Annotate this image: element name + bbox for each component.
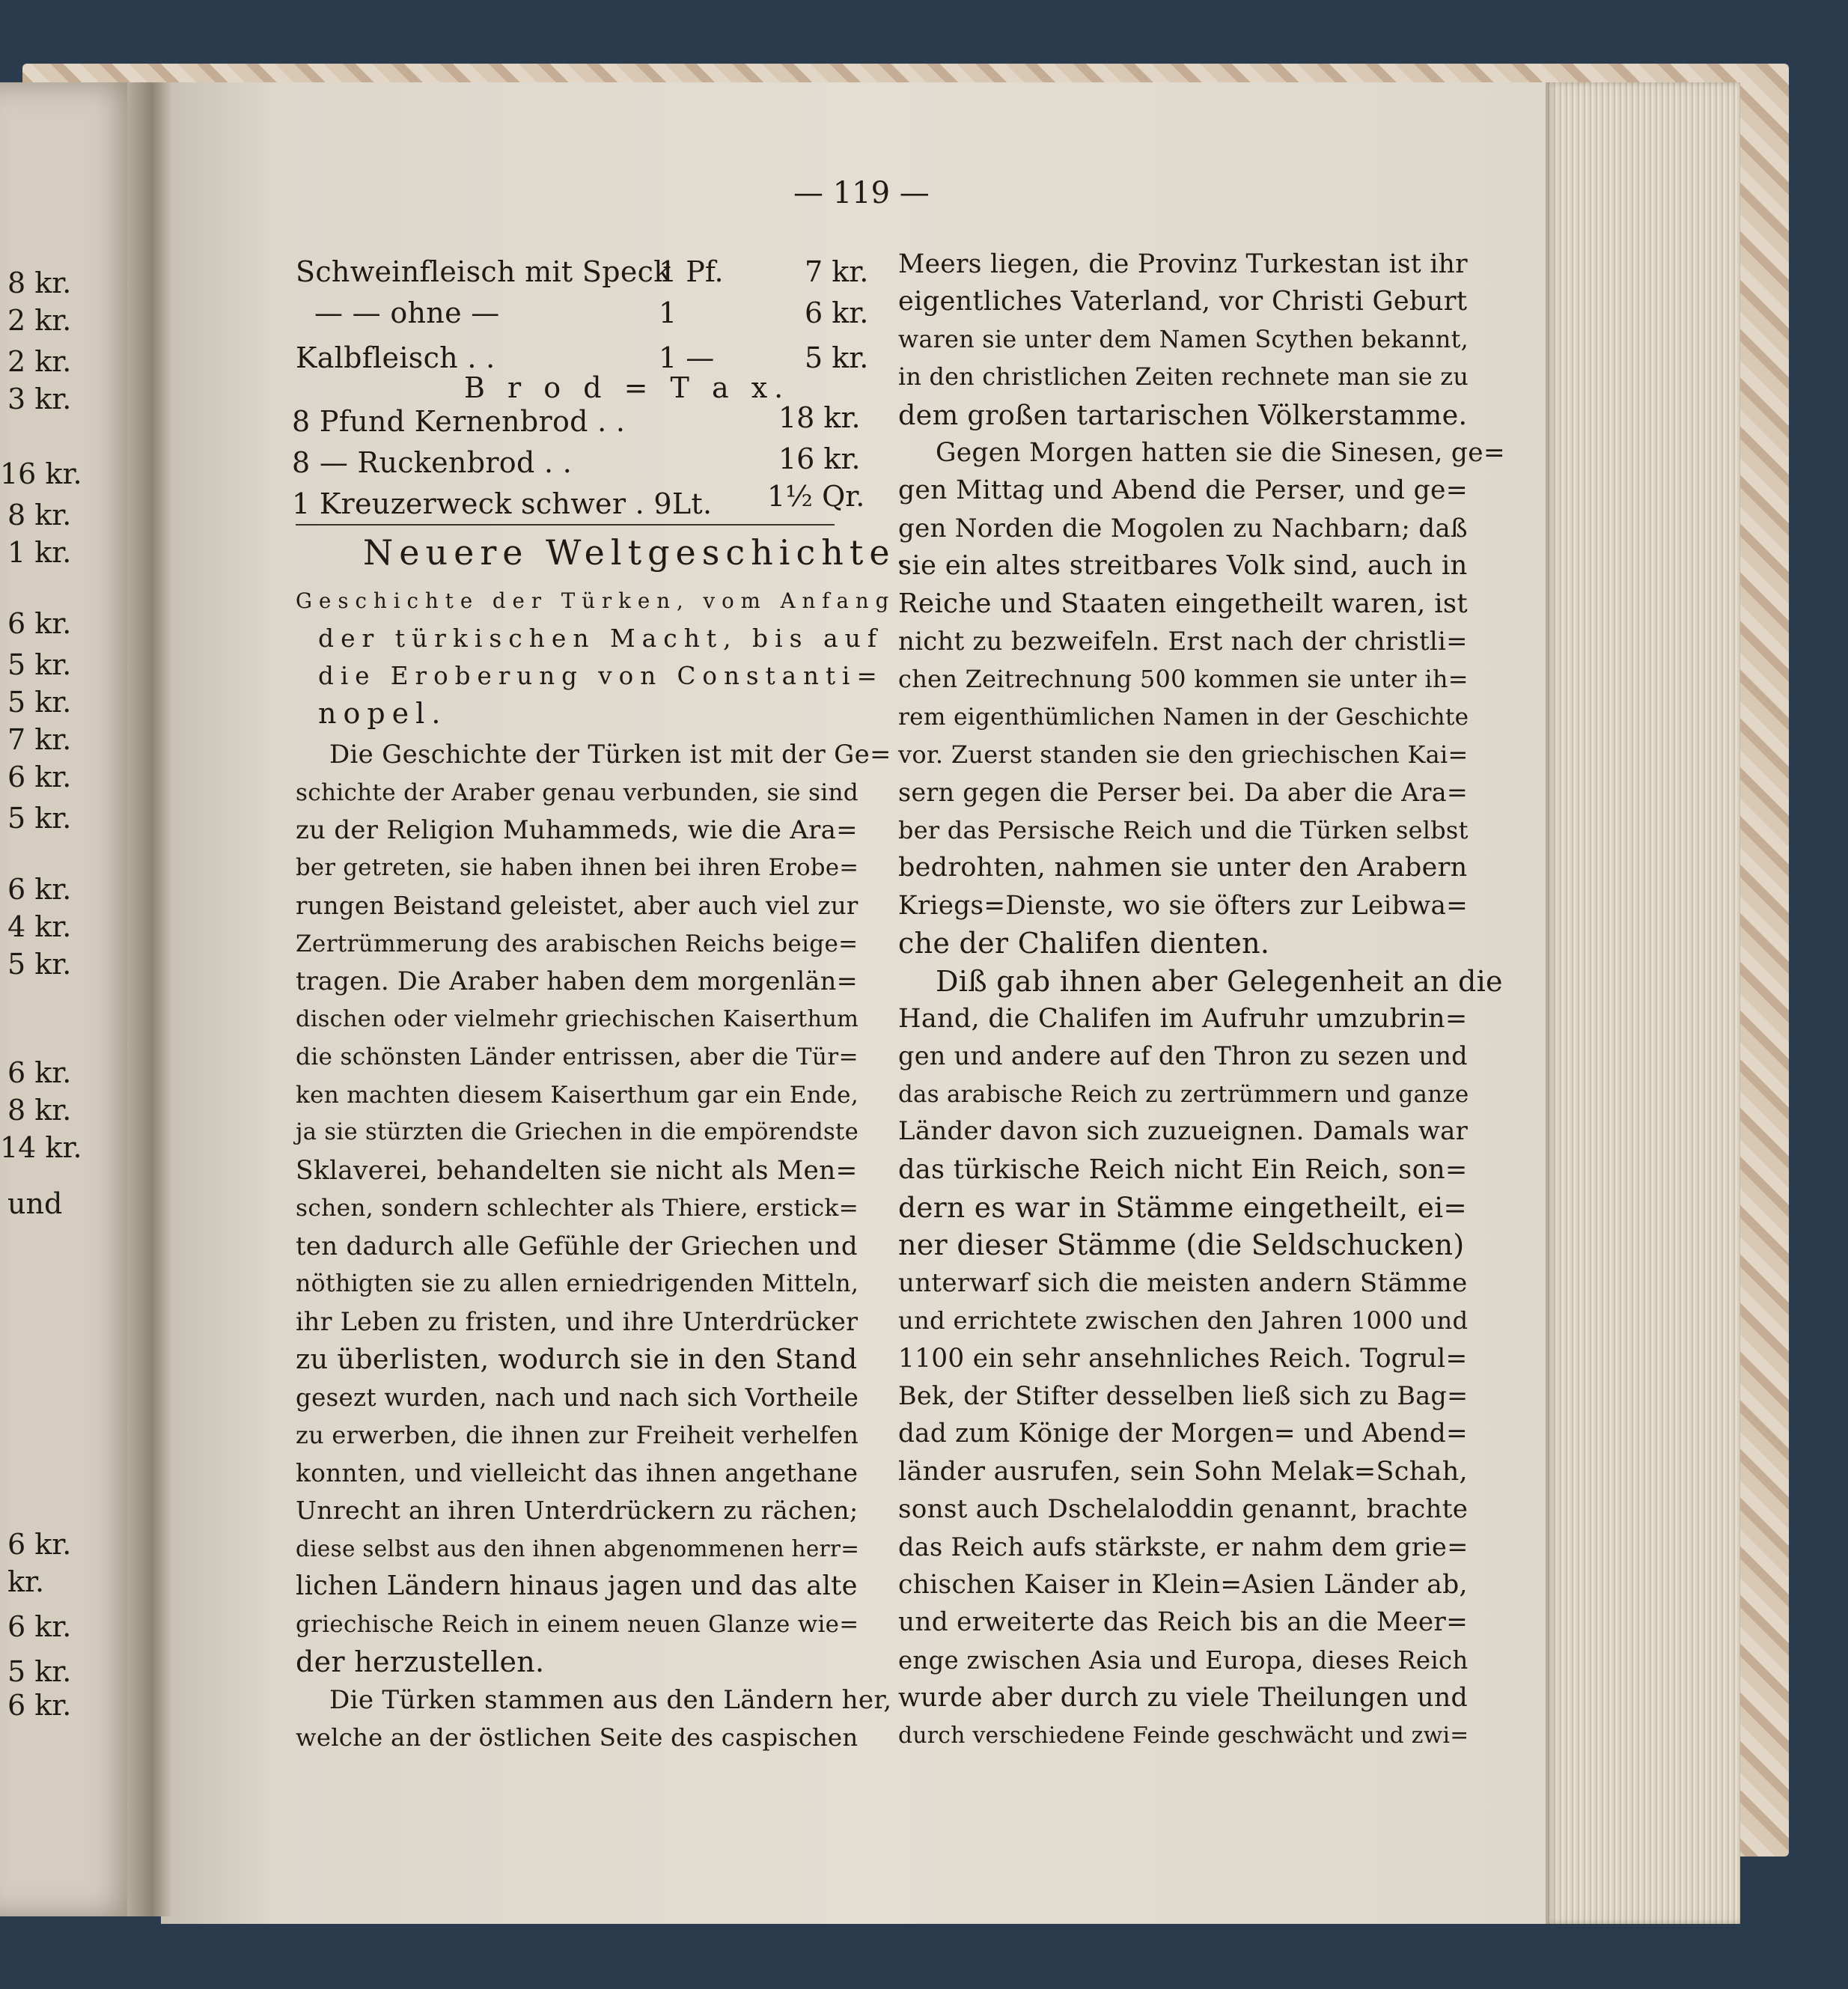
text-line: che der Chalifen dienten. [898, 927, 1270, 960]
price-row-qty: 1 — [659, 341, 715, 374]
text-line: chischen Kaiser in Klein=Asien Länder ab, [898, 1570, 1468, 1600]
margin-item: 6 kr. [7, 1528, 72, 1561]
text-line: ner dieser Stämme (die Seldschucken) [898, 1228, 1465, 1262]
section-title: Neuere Weltgeschichte. [363, 532, 913, 573]
chapter-line: Geschichte der Türken, vom Anfang [296, 588, 896, 613]
text-line: dern es war in Stämme eingetheilt, ei= [898, 1191, 1468, 1224]
margin-item: 5 kr. [7, 648, 72, 681]
margin-item: 8 kr. [7, 1094, 72, 1127]
text-line: chen Zeitrechnung 500 kommen sie unter ih= [898, 665, 1469, 694]
section-divider [296, 524, 835, 526]
text-line: ber getreten, sie haben ihnen bei ihren Erobe= [296, 854, 859, 881]
margin-item: 5 kr. [7, 686, 72, 719]
text-line: dischen oder vielmehr griechischen Kaiserthum [296, 1005, 859, 1032]
text-line: rem eigenthümlichen Namen in der Geschichte [898, 703, 1469, 731]
text-line: griechische Reich in einem neuen Glanze wie= [296, 1610, 859, 1638]
text-line: die schönsten Länder entrissen, aber die Tür= [296, 1044, 859, 1070]
text-line: durch verschiedene Feinde geschwächt und zwi= [898, 1722, 1469, 1749]
text-line: Reiche und Staaten eingetheilt waren, ist [898, 588, 1468, 619]
margin-item: 6 kr. [7, 1610, 72, 1643]
chapter-line: nopel. [318, 697, 448, 730]
text-line: eigentliches Vaterland, vor Christi Geburt [898, 286, 1468, 317]
text-line: schichte der Araber genau verbunden, sie sind [296, 779, 859, 806]
bread-row-item: 1 Kreuzerweck schwer . 9Lt. [292, 487, 713, 520]
text-line: sonst auch Dschelaloddin genannt, brachte [898, 1494, 1469, 1525]
text-line: zu überlisten, wodurch sie in den Stand [296, 1343, 858, 1375]
text-line: welche an der östlichen Seite des caspischen [296, 1723, 859, 1752]
margin-item: 6 kr. [7, 1056, 72, 1089]
text-line: Länder davon sich zuzueignen. Damals war [898, 1117, 1469, 1147]
text-line: dem großen tartarischen Völkerstamme. [898, 398, 1468, 431]
text-line: Bek, der Stifter desselben ließ sich zu Bag= [898, 1381, 1469, 1410]
text-line: Die Türken stammen aus den Ländern her, [329, 1684, 892, 1715]
text-line: Die Geschichte der Türken ist mit der Ge= [329, 740, 891, 770]
price-row-item: Schweinfleisch mit Speck [296, 255, 671, 288]
text-line: gen und andere auf den Thron zu sezen und [898, 1041, 1468, 1071]
text-line: gen Mittag und Abend die Perser, und ge= [898, 475, 1468, 506]
text-line: und erweiterte das Reich bis an die Meer= [898, 1607, 1469, 1638]
bread-tax-heading: B r o d = T a x. [464, 371, 790, 404]
page-edges [1546, 82, 1740, 1924]
text-line: das türkische Reich nicht Ein Reich, son= [898, 1154, 1468, 1185]
price-row-price: 5 kr. [805, 341, 869, 374]
margin-item: 4 kr. [7, 910, 72, 943]
text-line: sie ein altes streitbares Volk sind, auch in [898, 550, 1468, 582]
margin-item: 8 kr. [7, 499, 72, 531]
margin-item: 5 kr. [7, 802, 72, 835]
text-line: Meers liegen, die Provinz Turkestan ist ihr [898, 249, 1468, 279]
text-line: Zertrümmerung des arabischen Reichs beige= [296, 930, 859, 957]
text-line: Gegen Morgen hatten sie die Sinesen, ge= [936, 438, 1505, 468]
margin-item: 6 kr. [7, 873, 72, 906]
text-line: lichen Ländern hinaus jagen und das alte [296, 1571, 858, 1601]
text-line: enge zwischen Asia und Europa, dieses Reich [898, 1645, 1469, 1675]
text-line: das arabische Reich zu zertrümmern und ganze [898, 1080, 1469, 1108]
text-line: ken machten diesem Kaiserthum gar ein Ende, [296, 1081, 859, 1109]
text-line: unterwarf sich die meisten andern Stämme [898, 1267, 1468, 1298]
text-line: länder ausrufen, sein Sohn Melak=Schah, [898, 1456, 1468, 1487]
text-line: der herzustellen. [296, 1645, 545, 1678]
text-line: schen, sondern schlechter als Thiere, erstick= [296, 1195, 859, 1222]
text-line: zu der Religion Muhammeds, wie die Ara= [296, 815, 858, 844]
text-line: diese selbst aus den ihnen abgenommenen herr= [296, 1535, 860, 1562]
text-line: rungen Beistand geleistet, aber auch viel zur [296, 892, 859, 920]
margin-item: kr. [7, 1565, 45, 1598]
text-line: ihr Leben zu fristen, und ihre Unterdrücker [296, 1306, 859, 1336]
text-line: Diß gab ihnen aber Gelegenheit an die [936, 964, 1503, 998]
margin-item: 2 kr. [7, 304, 72, 337]
chapter-line: der türkischen Macht, bis auf [318, 624, 883, 653]
text-line: das Reich aufs stärkste, er nahm dem grie= [898, 1532, 1469, 1562]
text-line: gesezt wurden, nach und nach sich Vortheile [296, 1383, 859, 1412]
margin-item: 2 kr. [7, 345, 72, 378]
chapter-line: die Eroberung von Constanti= [318, 662, 884, 690]
text-line: dad zum Könige der Morgen= und Abend= [898, 1419, 1468, 1449]
text-line: konnten, und vielleicht das ihnen angethane [296, 1458, 859, 1487]
text-line: Sklaverei, behandelten sie nicht als Men= [296, 1155, 858, 1186]
bread-row-item: 8 Pfund Kernenbrod . . [292, 405, 626, 438]
text-line: nöthigten sie zu allen erniedrigenden Mitteln, [296, 1270, 859, 1297]
page-number: — 119 — [793, 176, 930, 210]
price-row-qty: 1 Pf. [659, 255, 724, 288]
text-line: sern gegen die Perser bei. Da aber die Ara= [898, 777, 1469, 807]
margin-item: 1 kr. [7, 536, 72, 569]
bread-row-price: 1½ Qr. [767, 480, 865, 513]
price-row-price: 6 kr. [805, 296, 869, 329]
margin-item: 14 kr. [0, 1131, 82, 1164]
text-line: wurde aber durch zu viele Theilungen und [898, 1683, 1469, 1714]
text-line: nicht zu bezweifeln. Erst nach der christli= [898, 627, 1468, 656]
margin-item: 5 kr. [7, 1655, 72, 1688]
text-line: in den christlichen Zeiten rechnete man sie zu [898, 364, 1469, 392]
margin-item: und [7, 1187, 63, 1220]
text-line: zu erwerben, die ihnen zur Freiheit verhelfen [296, 1421, 859, 1449]
text-line: vor. Zuerst standen sie den griechischen Kai= [898, 740, 1469, 770]
text-line: gen Norden die Mogolen zu Nachbarn; daß [898, 513, 1468, 543]
bread-row-price: 16 kr. [778, 442, 861, 475]
text-line: Unrecht an ihren Unterdrückern zu rächen; [296, 1496, 859, 1525]
text-line: 1100 ein sehr ansehnliches Reich. Togrul= [898, 1343, 1468, 1374]
text-line: ten dadurch alle Gefühle der Griechen und [296, 1231, 858, 1261]
price-row-qty: 1 [659, 296, 677, 329]
text-line: Hand, die Chalifen im Aufruhr umzubrin= [898, 1004, 1468, 1034]
bread-row-item: 8 — Ruckenbrod . . [292, 446, 573, 479]
text-line: bedrohten, nahmen sie unter den Arabern [898, 853, 1468, 883]
margin-item: 6 kr. [7, 761, 72, 794]
text-line: ja sie stürzten die Griechen in die empörendste [296, 1119, 859, 1145]
margin-item: 7 kr. [7, 723, 72, 756]
margin-item: 16 kr. [0, 457, 82, 490]
price-row-price: 7 kr. [805, 255, 869, 288]
price-row-item: Kalbfleisch . . [296, 341, 495, 374]
price-row-item: — — ohne — [314, 296, 500, 329]
bread-row-price: 18 kr. [778, 401, 861, 434]
text-line: tragen. Die Araber haben dem morgenlän= [296, 966, 858, 996]
margin-item: 6 kr. [7, 607, 72, 640]
margin-item: 6 kr. [7, 1689, 72, 1722]
text-line: waren sie unter dem Namen Scythen bekannt, [898, 326, 1469, 353]
text-line: ber das Persische Reich und die Türken selbst [898, 816, 1469, 844]
text-line: Kriegs=Dienste, wo sie öfters zur Leibwa= [898, 890, 1469, 921]
margin-item: 3 kr. [7, 383, 72, 415]
margin-item: 8 kr. [7, 266, 72, 299]
margin-item: 5 kr. [7, 948, 72, 981]
book-gutter [127, 82, 172, 1916]
text-line: und errichtete zwischen den Jahren 1000 und [898, 1306, 1469, 1335]
